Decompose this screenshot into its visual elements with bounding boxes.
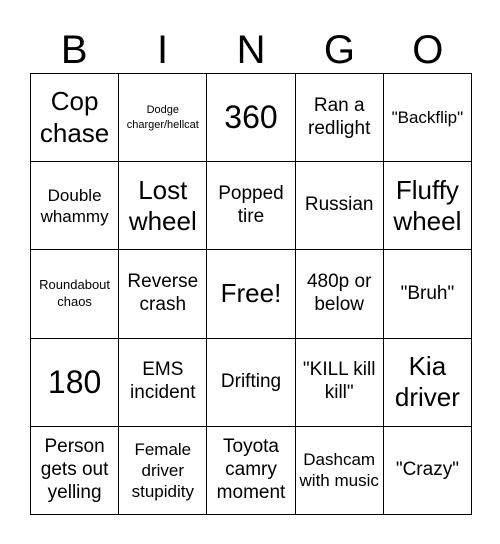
header-letter-i: I — [157, 28, 169, 72]
bingo-cell[interactable]: Double whammy — [31, 162, 119, 250]
bingo-grid — [30, 73, 472, 515]
bingo-cell[interactable]: "Backflip" — [384, 74, 472, 162]
bingo-cell[interactable]: Dodge charger/hellcat — [119, 74, 207, 162]
header-letter-g: G — [323, 28, 355, 72]
bingo-cell[interactable]: Person gets out yelling — [31, 427, 119, 515]
bingo-cell[interactable]: Russian — [296, 162, 384, 250]
bingo-cell[interactable]: Ran a redlight — [296, 74, 384, 162]
bingo-cell[interactable]: "Crazy" — [384, 427, 472, 515]
bingo-cell[interactable]: 360 — [207, 74, 295, 162]
bingo-cell[interactable]: "Bruh" — [384, 250, 472, 338]
bingo-cell[interactable]: Cop chase — [31, 74, 119, 162]
bingo-cell[interactable]: 180 — [31, 339, 119, 427]
header-letter-o: O — [412, 28, 444, 72]
bingo-cell[interactable]: Reverse crash — [119, 250, 207, 338]
bingo-cell[interactable]: Toyota camry moment — [207, 427, 295, 515]
bingo-cell[interactable]: 480p or below — [296, 250, 384, 338]
free-space-cell[interactable]: Free! — [207, 250, 295, 338]
bingo-cell[interactable]: Popped tire — [207, 162, 295, 250]
header-letter-b: B — [60, 28, 88, 72]
bingo-header — [30, 28, 472, 72]
header-letter-n: N — [236, 28, 266, 72]
bingo-cell[interactable]: "KILL kill kill" — [296, 339, 384, 427]
bingo-cell[interactable]: Drifting — [207, 339, 295, 427]
bingo-cell[interactable]: Kia driver — [384, 339, 472, 427]
bingo-cell[interactable]: EMS incident — [119, 339, 207, 427]
bingo-cell[interactable]: Fluffy wheel — [384, 162, 472, 250]
bingo-cell[interactable]: Roundabout chaos — [31, 250, 119, 338]
bingo-cell[interactable]: Lost wheel — [119, 162, 207, 250]
bingo-cell[interactable]: Dashcam with music — [296, 427, 384, 515]
bingo-cell[interactable]: Female driver stupidity — [119, 427, 207, 515]
